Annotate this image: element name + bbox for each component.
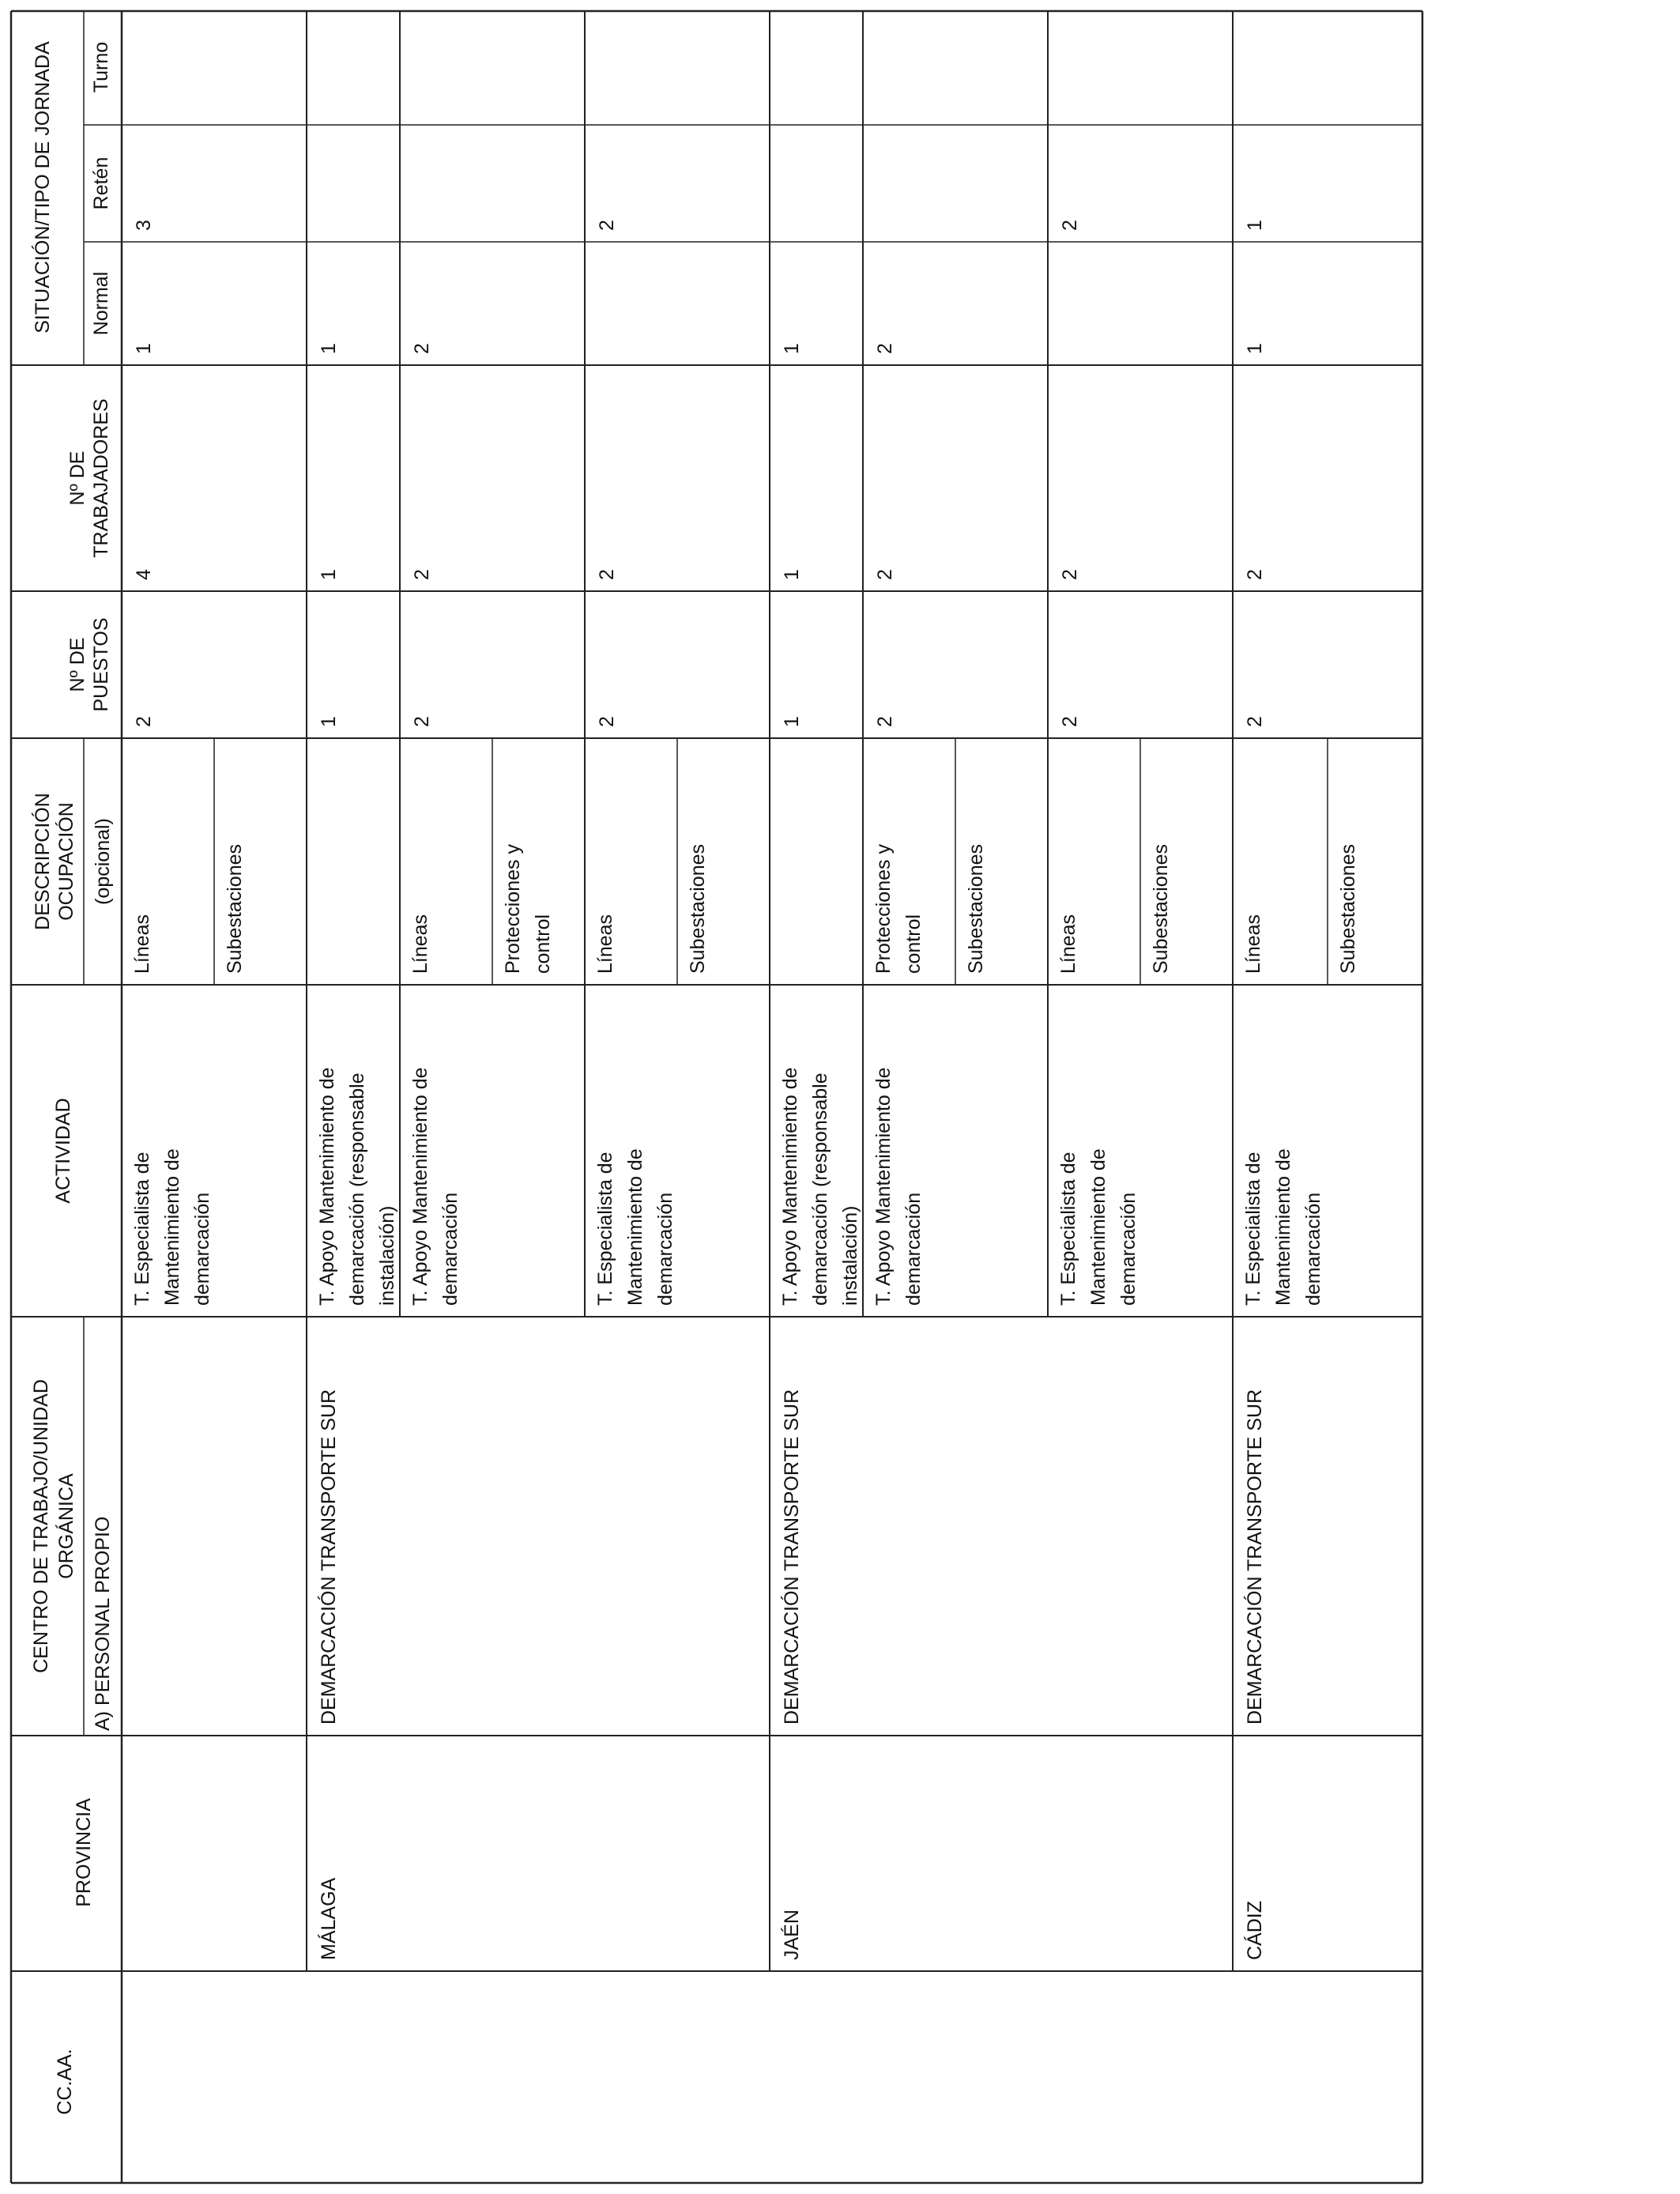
descripcion-cell: Protecciones y (502, 844, 524, 974)
header-trabajadores-line1: Nº DE (66, 450, 89, 506)
header-actividad: ACTIVIDAD (52, 1098, 74, 1204)
puestos-cell: 2 (1244, 716, 1266, 727)
provincia-cell: JAÉN (781, 1909, 803, 1960)
descripcion-cell: Subestaciones (965, 843, 987, 974)
normal-cell: 1 (318, 343, 340, 354)
actividad-cell: demarcación (654, 1192, 676, 1306)
puestos-cell: 2 (596, 716, 618, 727)
reten-cell: 2 (596, 220, 618, 231)
actividad-cell: Mantenimiento de (161, 1148, 183, 1306)
normal-cell: 2 (874, 343, 896, 354)
descripcion-cell: Líneas (409, 914, 431, 974)
actividad-cell: Mantenimiento de (1087, 1148, 1109, 1306)
descripcion-cell: Líneas (1057, 914, 1079, 974)
normal-cell: 2 (411, 343, 433, 354)
actividad-cell: T. Apoyo Mantenimiento de (316, 1067, 338, 1306)
header-descripcion-opcional: (opcional) (92, 818, 114, 905)
header-normal: Normal (90, 271, 112, 336)
actividad-cell: Mantenimiento de (1272, 1148, 1294, 1306)
puestos-cell: 1 (781, 716, 803, 727)
normal-cell: 1 (781, 343, 803, 354)
trabajadores-cell: 1 (781, 569, 803, 580)
descripcion-cell: Líneas (1242, 914, 1264, 974)
header-centro-personal-propio: A) PERSONAL PROPIO (92, 1516, 114, 1731)
actividad-cell: demarcación (responsable (809, 1072, 831, 1306)
actividad-cell: T. Apoyo Mantenimiento de (409, 1067, 431, 1306)
puestos-cell: 2 (874, 716, 896, 727)
header-descripcion-line1: DESCRIPCIÓN (32, 793, 54, 930)
actividad-cell: demarcación (191, 1192, 213, 1306)
descripcion-cell: control (902, 914, 925, 974)
descripcion-cell: Protecciones y (872, 844, 895, 974)
descripcion-cell: Subestaciones (224, 843, 246, 974)
centro-cell: DEMARCACIÓN TRANSPORTE SUR (318, 1389, 340, 1725)
actividad-cell: demarcación (responsable (346, 1072, 368, 1306)
normal-cell: 1 (1244, 343, 1266, 354)
puestos-cell: 1 (318, 716, 340, 727)
centro-cell: DEMARCACIÓN TRANSPORTE SUR (781, 1389, 803, 1725)
trabajadores-cell: 4 (133, 569, 155, 580)
puestos-cell: 2 (133, 716, 155, 727)
descripcion-cell: Subestaciones (687, 843, 709, 974)
actividad-cell: instalación) (376, 1205, 398, 1306)
header-trabajadores-line2: TRABAJADORES (90, 398, 112, 558)
header-descripcion-line2: OCUPACIÓN (55, 802, 77, 921)
header-puestos-line1: Nº DE (66, 637, 89, 692)
actividad-cell: demarcación (902, 1192, 925, 1306)
actividad-cell: T. Especialista de (1057, 1152, 1079, 1306)
actividad-cell: demarcación (439, 1192, 461, 1306)
trabajadores-cell: 2 (596, 569, 618, 580)
header-situacion: SITUACIÓN/TIPO DE JORNADA (32, 41, 54, 334)
normal-cell: 1 (133, 343, 155, 354)
actividad-cell: T. Especialista de (131, 1152, 153, 1306)
puestos-cell: 2 (1059, 716, 1081, 727)
header-turno: Turno (90, 41, 112, 93)
puestos-cell: 2 (411, 716, 433, 727)
trabajadores-cell: 2 (411, 569, 433, 580)
centro-cell: DEMARCACIÓN TRANSPORTE SUR (1244, 1389, 1266, 1725)
descripcion-cell: Subestaciones (1337, 843, 1359, 974)
actividad-cell: instalación) (839, 1205, 861, 1306)
provincia-cell: MÁLAGA (318, 1877, 340, 1960)
descripcion-cell: Subestaciones (1150, 843, 1172, 974)
header-ccaa: CC.AA. (54, 2049, 76, 2115)
actividad-cell: T. Apoyo Mantenimiento de (779, 1067, 801, 1306)
provincia-cell: CÁDIZ (1244, 1901, 1266, 1960)
header-centro-line1: CENTRO DE TRABAJO/UNIDAD (30, 1379, 52, 1673)
reten-cell: 3 (133, 220, 155, 231)
header-centro-line2: ORGÁNICA (55, 1473, 77, 1579)
actividad-cell: T. Especialista de (594, 1152, 616, 1306)
header-reten: Retén (90, 156, 112, 210)
actividad-cell: demarcación (1117, 1192, 1139, 1306)
descripcion-cell: control (532, 914, 554, 974)
reten-cell: 1 (1244, 220, 1266, 231)
trabajadores-cell: 2 (1244, 569, 1266, 580)
header-provincia: PROVINCIA (73, 1798, 95, 1907)
actividad-cell: T. Apoyo Mantenimiento de (872, 1067, 895, 1306)
header-puestos-line2: PUESTOS (90, 617, 112, 712)
descripcion-cell: Líneas (131, 914, 153, 974)
trabajadores-cell: 2 (1059, 569, 1081, 580)
descripcion-cell: Líneas (594, 914, 616, 974)
actividad-cell: Mantenimiento de (624, 1148, 646, 1306)
actividad-cell: demarcación (1302, 1192, 1324, 1306)
trabajadores-cell: 2 (874, 569, 896, 580)
trabajadores-cell: 1 (318, 569, 340, 580)
actividad-cell: T. Especialista de (1242, 1152, 1264, 1306)
reten-cell: 2 (1059, 220, 1081, 231)
